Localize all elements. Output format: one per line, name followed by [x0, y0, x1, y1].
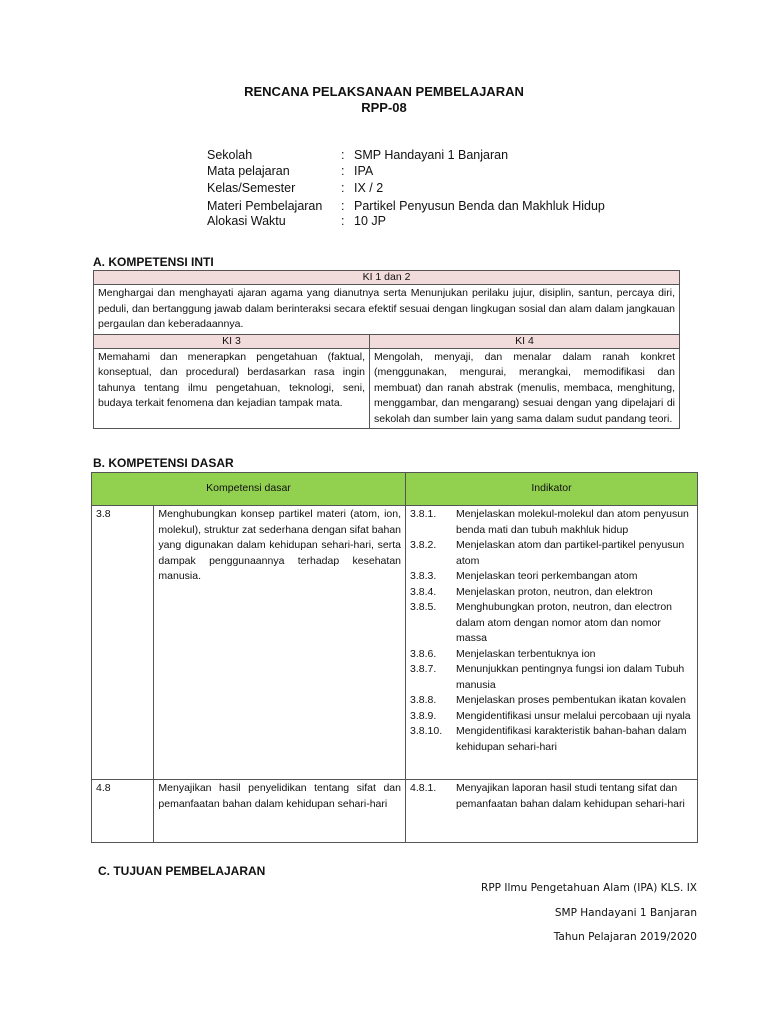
list-item: [410, 724, 693, 755]
indicator-number: 3.8.2.: [410, 539, 437, 551]
identity-colon: :: [341, 148, 345, 162]
document-code: RPP-08: [361, 100, 407, 115]
indicator-text: Menjelaskan teori perkembangan atom: [456, 570, 638, 582]
ki4-text: Mengolah, menyaji, dan menalar dalam ranah konkret (menggunakan, mengurai, merangkai, memodifikasi dan membuat) dan ranah abstrak (menulis, membaca, menghitung, menggambar, dan mengarang) sesuai dengan yang dipelajari di sekolah dan sumber lain yang sama dalam sudut pandang teori.: [370, 348, 680, 429]
indicator-text: Mengidentifikasi unsur melalui percobaan uji nyala: [456, 709, 691, 722]
ki3-text: Memahami dan menerapkan pengetahuan (faktual, konseptual, dan procedural) berdasarkan rasa ingin tahunya tentang ilmu pengetahuan, teknologi, seni, budaya terkait fenomena dan kejadian tampak mata.: [94, 348, 370, 429]
identity-label-material: Materi Pembelajaran: [207, 199, 323, 213]
identity-colon: :: [341, 214, 345, 228]
list-item: [410, 600, 693, 647]
kd-description: Menyajikan hasil penyelidikan tentang sifat dan pemanfaatan bahan dalam kehidupan sehari-hari: [154, 780, 406, 843]
kd-description: Menghubungkan konsep partikel materi (atom, ion, molekul), struktur zat sederhana dengan sifat bahan yang digunakan dalam kehidupan sehari-hari, serta dampak penggunaannya terhadap kesehatan manusia.: [154, 506, 406, 780]
indicator-number: 3.8.7.: [410, 663, 437, 675]
list-item: [410, 693, 693, 709]
identity-colon: :: [341, 181, 345, 195]
footer-school: SMP Handayani 1 Banjaran: [554, 907, 697, 919]
identity-value-time: 10 JP: [354, 214, 386, 228]
identity-value-subject: IPA: [354, 164, 374, 178]
document-title: RENCANA PELAKSANAAN PEMBELAJARAN: [244, 84, 524, 99]
indicator-number: 3.8.1.: [410, 508, 437, 520]
identity-label-class: Kelas/Semester: [207, 181, 296, 195]
kd-number: 3.8: [92, 506, 154, 780]
identity-label-school: Sekolah: [207, 148, 253, 162]
ki4-header: KI 4: [370, 334, 680, 348]
indikator-column-header: Indikator: [406, 473, 698, 506]
identity-label-time: Alokasi Waktu: [207, 214, 286, 228]
indicator-list: [406, 780, 698, 843]
indicator-text: Menjelaskan proton, neutron, dan elektron: [456, 585, 653, 598]
indicator-number: 3.8.10.: [410, 725, 443, 737]
indicator-text: Menjelaskan terbentuknya ion: [456, 647, 596, 660]
table-row: [92, 780, 698, 843]
indicator-text: Menunjukkan pentingnya fungsi ion dalam Tubuh manusia: [456, 663, 685, 691]
list-item: [410, 662, 693, 693]
identity-colon: :: [341, 164, 345, 178]
section-c-heading: C. TUJUAN PEMBELAJARAN: [98, 864, 266, 878]
kompetensi-inti-table: [93, 270, 680, 429]
section-a-heading: A. KOMPETENSI INTI: [93, 255, 214, 269]
list-item: [410, 647, 693, 663]
indicator-text: Menjelaskan molekul-molekul dan atom penyusun benda mati dan tubuh makhluk hidup: [456, 508, 689, 536]
list-item: [410, 507, 693, 538]
ki3-header: KI 3: [94, 334, 370, 348]
footer-course: RPP Ilmu Pengetahuan Alam (IPA) KLS. IX: [481, 882, 697, 894]
identity-label-subject: Mata pelajaran: [207, 164, 290, 178]
indicator-number: 3.8.5.: [410, 601, 437, 613]
indicator-text: Menjelaskan proses pembentukan ikatan kovalen: [456, 694, 686, 706]
ki12-text: Menghargai dan menghayati ajaran agama yang dianutnya serta Menunjukan perilaku jujur, disiplin, santun, percaya diri, peduli, dan bertanggung jawab dalam berinteraksi secara efektif sesuai dengan lingkugan sosial dan alam dalam jangkauan pergaulan dan keberadaannya.: [94, 285, 680, 335]
indicator-text: Mengidentifikasi karakteristik bahan-bahan dalam kehidupan sehari-hari: [456, 725, 687, 753]
list-item: [410, 585, 693, 601]
indicator-text: Menghubungkan proton, neutron, dan electron dalam atom dengan nomor atom dan nomor massa: [456, 601, 672, 644]
list-item: [410, 709, 693, 725]
indicator-text: Menyajikan laporan hasil studi tentang sifat dan pemanfaatan bahan dalam kehidupan sehari-hari: [456, 782, 685, 810]
table-row: [92, 506, 698, 780]
identity-value-material: Partikel Penyusun Benda dan Makhluk Hidup: [354, 199, 605, 213]
indicator-text: Menjelaskan atom dan partikel-partikel penyusun atom: [456, 539, 685, 567]
list-item: [410, 569, 693, 585]
indicator-number: 3.8.9.: [410, 709, 437, 722]
indicator-number: 4.8.1.: [410, 782, 437, 794]
indicator-number: 3.8.3.: [410, 570, 437, 582]
identity-colon: :: [341, 199, 345, 213]
footer-year: Tahun Pelajaran 2019/2020: [553, 931, 697, 943]
identity-value-school: SMP Handayani 1 Banjaran: [354, 148, 509, 162]
indicator-number: 3.8.4.: [410, 585, 437, 598]
kd-column-header: Kompetensi dasar: [92, 473, 406, 506]
indicator-list: [406, 506, 698, 780]
ki12-header: KI 1 dan 2: [94, 271, 680, 285]
indicator-number: 3.8.6.: [410, 647, 437, 660]
identity-value-class: IX / 2: [354, 181, 384, 195]
kompetensi-dasar-table: [91, 472, 698, 843]
kd-number: 4.8: [92, 780, 154, 843]
list-item: [410, 781, 693, 812]
indicator-number: 3.8.8.: [410, 694, 437, 706]
list-item: [410, 538, 693, 569]
section-b-heading: B. KOMPETENSI DASAR: [93, 456, 234, 470]
